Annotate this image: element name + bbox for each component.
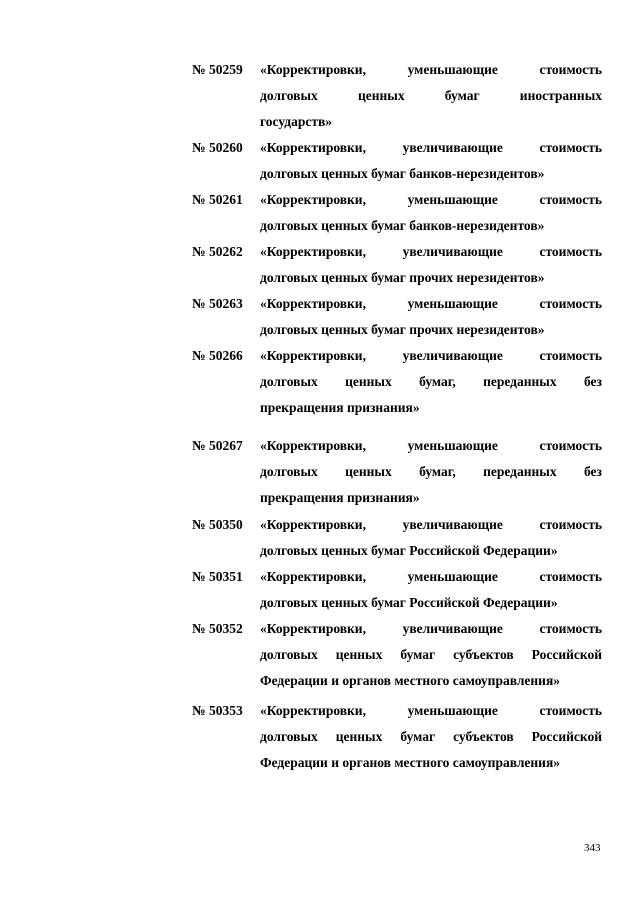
account-number: № 50266 <box>192 348 243 363</box>
word: стоимость <box>539 438 602 453</box>
word: прекращения признания» <box>260 400 420 415</box>
page-number: 343 <box>584 842 601 854</box>
word: ценных <box>357 88 405 103</box>
account-number: № 50262 <box>192 244 243 259</box>
description-line <box>260 724 602 750</box>
word: «Корректировки, <box>260 192 366 207</box>
word: увеличивающие <box>402 517 503 532</box>
word: ценных <box>345 374 392 389</box>
account-description <box>260 57 602 135</box>
word: увеличивающие <box>402 348 503 363</box>
word: уменьшающие <box>407 296 498 311</box>
description-line <box>260 538 602 564</box>
word: Российской <box>531 729 602 744</box>
description-line <box>260 83 602 109</box>
description-line <box>260 512 602 538</box>
description-line <box>260 698 602 724</box>
description-line <box>260 616 602 642</box>
word: «Корректировки, <box>260 140 366 155</box>
description-line <box>260 109 602 135</box>
word: увеличивающие <box>402 244 503 259</box>
word: стоимость <box>539 192 602 207</box>
word: субъектов <box>453 729 514 744</box>
account-number: № 50350 <box>192 517 243 532</box>
word: иностранных <box>519 88 602 103</box>
word: увеличивающие <box>402 140 503 155</box>
description-line <box>260 187 602 213</box>
account-number: № 50352 <box>192 621 243 636</box>
account-description <box>260 616 602 694</box>
description-line <box>260 343 602 369</box>
word: стоимость <box>539 703 602 718</box>
word: долговых ценных бумаг прочих нерезидентов» <box>260 270 545 285</box>
word: долговых ценных бумаг Российской Федерации» <box>260 543 558 558</box>
account-number: № 50260 <box>192 140 243 155</box>
description-line <box>260 57 602 83</box>
word: «Корректировки, <box>260 621 366 636</box>
account-description <box>260 187 602 239</box>
description-line <box>260 590 602 616</box>
word: «Корректировки, <box>260 296 366 311</box>
word: «Корректировки, <box>260 438 366 453</box>
word: «Корректировки, <box>260 348 366 363</box>
account-description <box>260 512 602 564</box>
account-description <box>260 564 602 616</box>
account-number: № 50261 <box>192 192 243 207</box>
word: уменьшающие <box>407 438 498 453</box>
word: ценных <box>335 729 383 744</box>
description-line <box>260 668 602 694</box>
word: бумаг, <box>419 464 456 479</box>
word: долговых ценных бумаг Российской Федерации» <box>260 595 558 610</box>
word: долговых ценных бумаг прочих нерезидентов» <box>260 322 545 337</box>
account-description <box>260 135 602 187</box>
word: без <box>583 464 602 479</box>
word: государств» <box>260 114 333 129</box>
word: Федерации и органов местного самоуправления» <box>260 673 561 688</box>
word: уменьшающие <box>407 192 498 207</box>
word: Федерации и органов местного самоуправления» <box>260 755 561 770</box>
account-number: № 50263 <box>192 296 243 311</box>
word: стоимость <box>539 621 602 636</box>
account-number: № 50353 <box>192 703 243 718</box>
account-number: № 50267 <box>192 438 243 453</box>
account-description <box>260 291 602 343</box>
word: уменьшающие <box>407 62 498 77</box>
word: «Корректировки, <box>260 569 366 584</box>
description-line <box>260 433 602 459</box>
word: стоимость <box>539 517 602 532</box>
description-line <box>260 750 602 776</box>
description-line <box>260 485 602 511</box>
word: уменьшающие <box>407 569 498 584</box>
word: ценных <box>335 647 383 662</box>
word: стоимость <box>539 296 602 311</box>
word: уменьшающие <box>407 703 498 718</box>
word: увеличивающие <box>402 621 503 636</box>
word: бумаг <box>444 88 480 103</box>
word: стоимость <box>539 140 602 155</box>
word: субъектов <box>453 647 514 662</box>
word: стоимость <box>539 244 602 259</box>
word: переданных <box>483 374 557 389</box>
word: «Корректировки, <box>260 703 366 718</box>
word: «Корректировки, <box>260 244 366 259</box>
word: стоимость <box>539 348 602 363</box>
word: долговых <box>260 647 318 662</box>
word: без <box>583 374 602 389</box>
word: бумаг <box>400 647 436 662</box>
description-line <box>260 291 602 317</box>
description-line <box>260 161 602 187</box>
word: ценных <box>345 464 392 479</box>
word: переданных <box>483 464 557 479</box>
description-line <box>260 213 602 239</box>
word: прекращения признания» <box>260 490 420 505</box>
description-line <box>260 564 602 590</box>
account-description <box>260 698 602 776</box>
word: «Корректировки, <box>260 517 366 532</box>
word: долговых ценных бумаг банков-нерезидентов» <box>260 218 545 233</box>
description-line <box>260 459 602 485</box>
description-line <box>260 135 602 161</box>
description-line <box>260 317 602 343</box>
description-line <box>260 395 602 421</box>
word: долговых <box>260 464 318 479</box>
description-line <box>260 369 602 395</box>
account-number: № 50259 <box>192 62 243 77</box>
word: стоимость <box>539 569 602 584</box>
description-line <box>260 265 602 291</box>
word: стоимость <box>539 62 602 77</box>
account-number: № 50351 <box>192 569 243 584</box>
description-line <box>260 239 602 265</box>
word: бумаг <box>400 729 436 744</box>
word: «Корректировки, <box>260 62 366 77</box>
description-line <box>260 642 602 668</box>
word: долговых <box>260 88 318 103</box>
word: долговых <box>260 729 318 744</box>
account-description <box>260 343 602 421</box>
account-description <box>260 433 602 511</box>
word: Российской <box>531 647 602 662</box>
word: долговых ценных бумаг банков-нерезидентов» <box>260 166 545 181</box>
word: долговых <box>260 374 318 389</box>
word: бумаг, <box>419 374 456 389</box>
account-description <box>260 239 602 291</box>
